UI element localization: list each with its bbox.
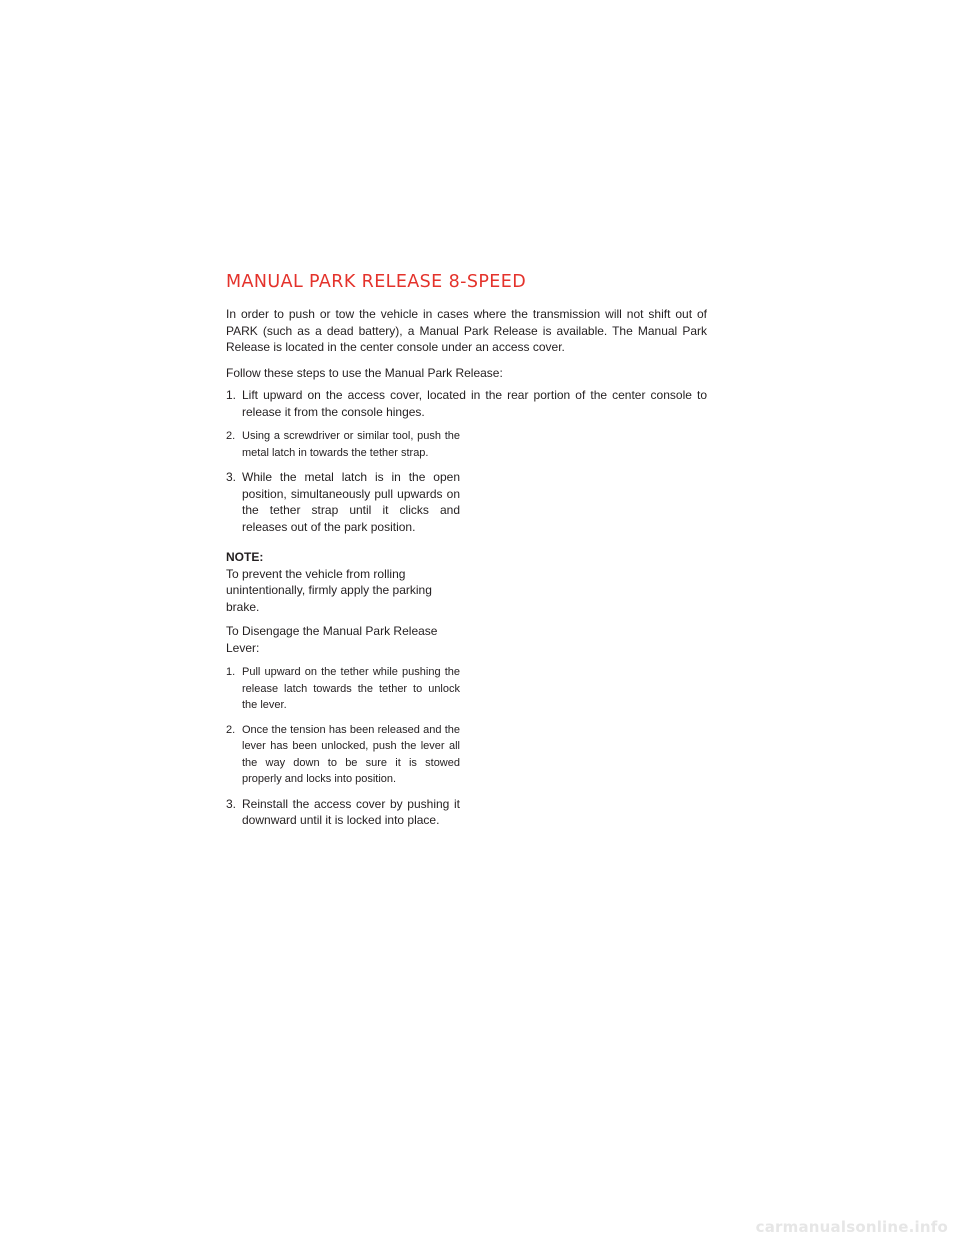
step-number: 2.	[226, 723, 236, 736]
step-text: While the metal latch is in the open position, simultaneously pull upwards on the tether strap until it clicks and releases out of the park position.	[242, 470, 460, 534]
step-text: Using a screwdriver or similar tool, push the metal latch in towards the tether strap.	[242, 430, 460, 459]
release-step	[226, 428, 460, 461]
disengage-steps-list	[226, 664, 460, 829]
disengage-step	[226, 796, 460, 829]
release-step	[226, 387, 707, 420]
note-label: NOTE:	[226, 550, 264, 564]
step-text: Lift upward on the access cover, located in the rear portion of the center console to release it from the console hinges.	[242, 388, 707, 419]
release-steps-list	[226, 387, 707, 420]
release-step	[226, 469, 460, 535]
follow-steps-paragraph: Follow these steps to use the Manual Park Release:	[226, 365, 503, 380]
note-text: To prevent the vehicle from rolling unintentionally, firmly apply the parking brake.	[226, 566, 432, 614]
section-title: MANUAL PARK RELEASE 8-SPEED	[226, 272, 527, 292]
step-number: 2.	[226, 430, 236, 442]
note-block	[226, 549, 460, 656]
disengage-heading: To Disengage the Manual Park Release Lever:	[226, 624, 438, 655]
release-steps-list-continued	[226, 428, 460, 535]
watermark-logo: carmanualsonline.info	[755, 1218, 948, 1236]
step-text: Once the tension has been released and the lever has been unlocked, push the lever all the way down to be sure it is stowed properly and locks into position.	[242, 723, 460, 785]
disengage-step	[226, 722, 460, 788]
step-number: 3.	[226, 470, 237, 484]
step-number: 3.	[226, 796, 237, 811]
disengage-step	[226, 664, 460, 714]
step-text: Reinstall the access cover by pushing it downward until it is locked into place.	[242, 796, 460, 827]
step-text: Pull upward on the tether while pushing the release latch towards the tether to unlock the lever.	[242, 666, 460, 711]
step-number: 1.	[226, 388, 237, 402]
intro-paragraph: In order to push or tow the vehicle in cases where the transmission will not shift out of PARK (such as a dead battery), a Manual Park Release is available. The Manual Park Release is located in the center console under an access cover.	[226, 307, 707, 354]
manual-section	[226, 270, 707, 829]
step-number: 1.	[226, 666, 236, 678]
